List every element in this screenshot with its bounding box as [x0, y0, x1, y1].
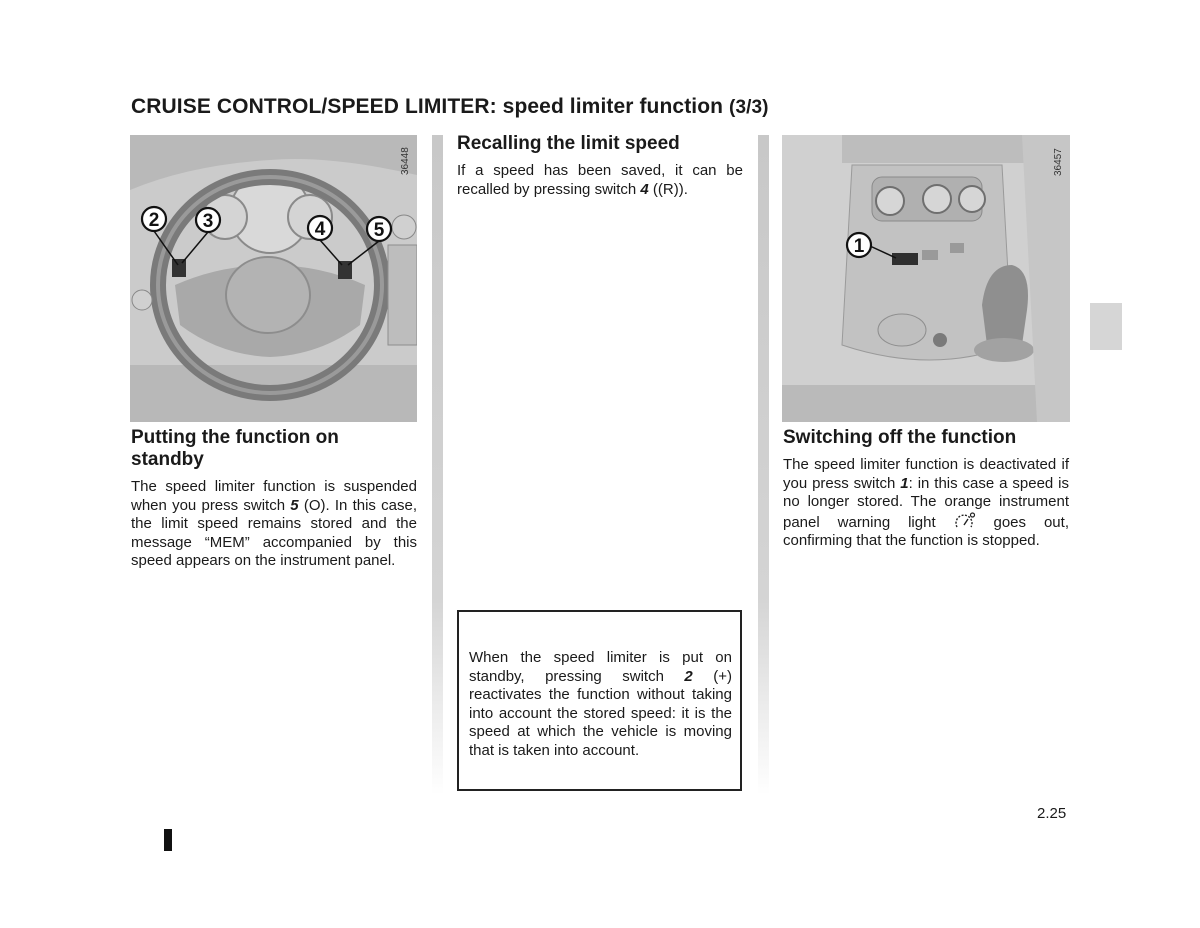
- figure-code-left: 36448: [400, 147, 411, 175]
- callout-layer-right: [782, 135, 1070, 422]
- switch-1-ref: 1: [900, 474, 909, 492]
- callout-1-label: 1: [853, 236, 865, 257]
- callout-5-label: 5: [373, 220, 385, 241]
- note-body: When the speed limiter is put on standby, pressing switch 2 (+) reactivates the function without taking into account the stored speed: it is the speed at which the vehicle is moving that is taken into account.: [469, 649, 732, 759]
- switch-5-ref: 5: [290, 496, 299, 514]
- page-title: CRUISE CONTROL/SPEED LIMITER: speed limiter function (3/3): [131, 95, 769, 118]
- print-mark: [164, 829, 172, 851]
- column-separator-left: [432, 135, 443, 795]
- center-console-figure: [782, 135, 1070, 422]
- callout-4-label: 4: [314, 219, 326, 240]
- figure-code-right: 36457: [1053, 148, 1064, 176]
- recall-body: If a speed has been saved, it can be recalled by pressing switch 4 ((R)).: [457, 162, 743, 198]
- page-number: 2.25: [1037, 805, 1067, 822]
- callout-3-label: 3: [202, 211, 214, 232]
- standby-heading: Putting the function on standby: [131, 427, 339, 470]
- standby-body: The speed limiter function is suspended when you press switch 5 (O). In this case, the limit speed remains stored and the message “MEM” accompanied by this speed appears on the instrument panel.: [131, 478, 417, 570]
- speed-limiter-warning-icon: [954, 512, 976, 530]
- column-separator-right: [758, 135, 769, 795]
- steering-wheel-figure: [130, 135, 417, 422]
- callout-layer-left: [130, 135, 417, 422]
- switch-off-heading: Switching off the function: [783, 427, 1017, 448]
- switch-off-body: The speed limiter function is deactivated if you press switch 1: in this case a speed is no longer stored. The orange instrument panel warning light goes out, confirming that the function is stopped.: [783, 456, 1070, 550]
- recall-heading: Recalling the limit speed: [457, 133, 680, 154]
- callout-2-label: 2: [148, 210, 160, 231]
- chapter-tab: [1090, 303, 1122, 350]
- switch-2-ref: 2: [684, 667, 693, 685]
- note-box: [457, 610, 742, 791]
- switch-4-ref: 4: [640, 180, 649, 198]
